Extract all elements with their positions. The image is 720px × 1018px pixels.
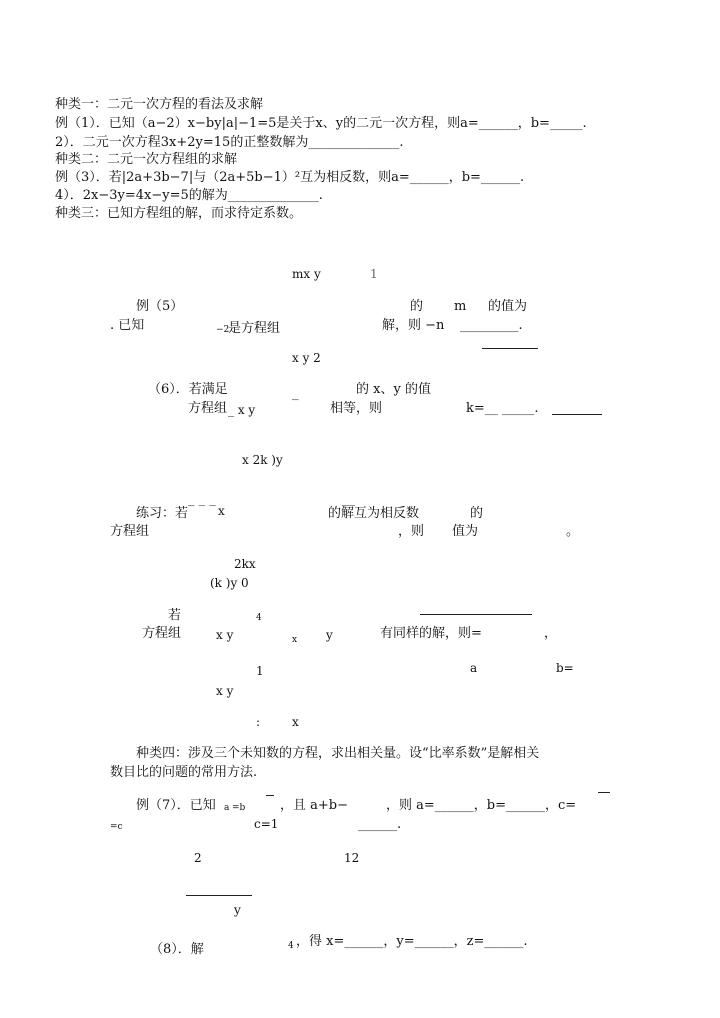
practice-eq2: (k )y 0 [210, 576, 249, 590]
same-system: 方程组 [142, 626, 182, 641]
ex7-a: a [224, 803, 230, 813]
same-one: 1 [256, 664, 264, 678]
practice-opposite: 的解互为相反数 [328, 506, 420, 521]
ex6-xy-values: 的 x、y 的值 [356, 382, 431, 397]
ex6-system: 方程组 [188, 401, 228, 416]
ex6-label: （6）．若满足 [148, 382, 228, 397]
practice-eq1: 2kx [234, 557, 256, 571]
same-answer-line [420, 614, 532, 615]
ex5-value-label: 的值为 [488, 299, 528, 314]
practice-value: 值为 [452, 524, 479, 539]
ex5-blank: _________. [460, 318, 523, 333]
ex7-twelve: 12 [344, 851, 360, 865]
ex5-known: . 已知 [110, 318, 145, 333]
ex5-de: 的 [410, 299, 424, 314]
practice-marks: _ _ _ [188, 492, 216, 507]
same-b: b= [556, 661, 574, 675]
ex7-label: 例（7）．已知 [136, 798, 216, 813]
ex6-dash: _ [292, 386, 299, 401]
example-1-line: 例（1）．已知（a−2）x−by|a|−1=5是关于x、y的二元一次方程，则a=______，b=_____. [55, 116, 587, 131]
ex5-label: 例（5） [136, 299, 184, 314]
ex7-eq-c: =c [110, 822, 123, 832]
ex7-result: ，则 a=______，b=______，c= [386, 798, 577, 813]
ex7-fraction-line [186, 895, 252, 896]
ex8-label: （8）．解 [150, 942, 204, 957]
category-1-heading: 种类一：二元一次方程的看法及求解 [55, 97, 264, 112]
category-4-line-1: 种类四：涉及三个未知数的方程，求出相关量。设“比率系数”是解相关 [136, 746, 540, 761]
ex7-blank: ______. [358, 817, 402, 832]
ex7-condition: ，且 a+b− [280, 798, 348, 813]
ex6-answer-line [552, 414, 602, 415]
ex6-k-answer: k=__ _____. [466, 401, 539, 416]
practice-then: ，则 [398, 524, 425, 539]
category-4-line-2: 数目比的问题的常用方法. [110, 765, 258, 780]
same-same-solution: 有同样的解，则= [380, 626, 482, 641]
same-x-2: x [292, 715, 299, 729]
practice-period: 。 [566, 524, 580, 539]
ex7-mark [266, 795, 274, 796]
ex6-xy: _ x y [228, 403, 256, 417]
practice-mark: __ [342, 492, 355, 507]
ex6-equation: x 2k )y [242, 453, 283, 467]
ex5-solution: 解，则 −n [382, 318, 445, 333]
ex7-right-mark [598, 792, 610, 793]
category-2-heading: 种类二：二元一次方程组的求解 [55, 152, 238, 167]
practice-label: 练习：若 [136, 506, 189, 521]
example-4-line: 4）．2x−3y=4x−y=5的解为______________. [55, 188, 323, 203]
same-colon: : [256, 715, 261, 729]
example-2-line: 2）．二元一次方程3x+2y=15的正整数解为______________. [55, 135, 404, 150]
category-3-heading: 种类三：已知方程组的解，而求待定系数。 [55, 206, 303, 221]
ex5-equation-top: mx y [292, 267, 321, 281]
same-y: y [326, 628, 333, 642]
ex5-subscript: −2 [216, 325, 230, 335]
ex7-eq-b: =b [232, 803, 246, 813]
ex6-equal: 相等，则 [330, 401, 383, 416]
ex5-answer-line [482, 348, 538, 349]
practice-system: 方程组 [110, 524, 150, 539]
ex7-c1: c=1 [254, 817, 279, 831]
ex8-result: ，得 x=______，y=______，z=______. [296, 934, 528, 949]
ex5-equation-top-tail: 1 [370, 267, 378, 281]
ex5-equation-bottom: x y 2 [292, 351, 321, 365]
ex8-four: 4 [288, 941, 294, 951]
ex7-two: 2 [194, 851, 202, 865]
same-xy-2: x y [216, 684, 234, 698]
same-four-top: 4 [256, 613, 262, 623]
same-xy: x y [216, 628, 234, 642]
ex5-m: m [454, 299, 467, 314]
example-3-line: 例（3）．若|2a+3b−7|与（2a+5b−1）²互为相反数，则a=______，b=______. [55, 170, 525, 185]
ex7-y: y [234, 903, 241, 917]
same-x-small: x [292, 635, 298, 645]
same-if: 若 [168, 608, 182, 623]
same-a: a [470, 661, 478, 675]
practice-x: x [218, 504, 225, 518]
same-comma: ， [544, 626, 558, 641]
practice-de: 的 [470, 506, 484, 521]
ex5-is-system: 是方程组 [228, 321, 281, 336]
